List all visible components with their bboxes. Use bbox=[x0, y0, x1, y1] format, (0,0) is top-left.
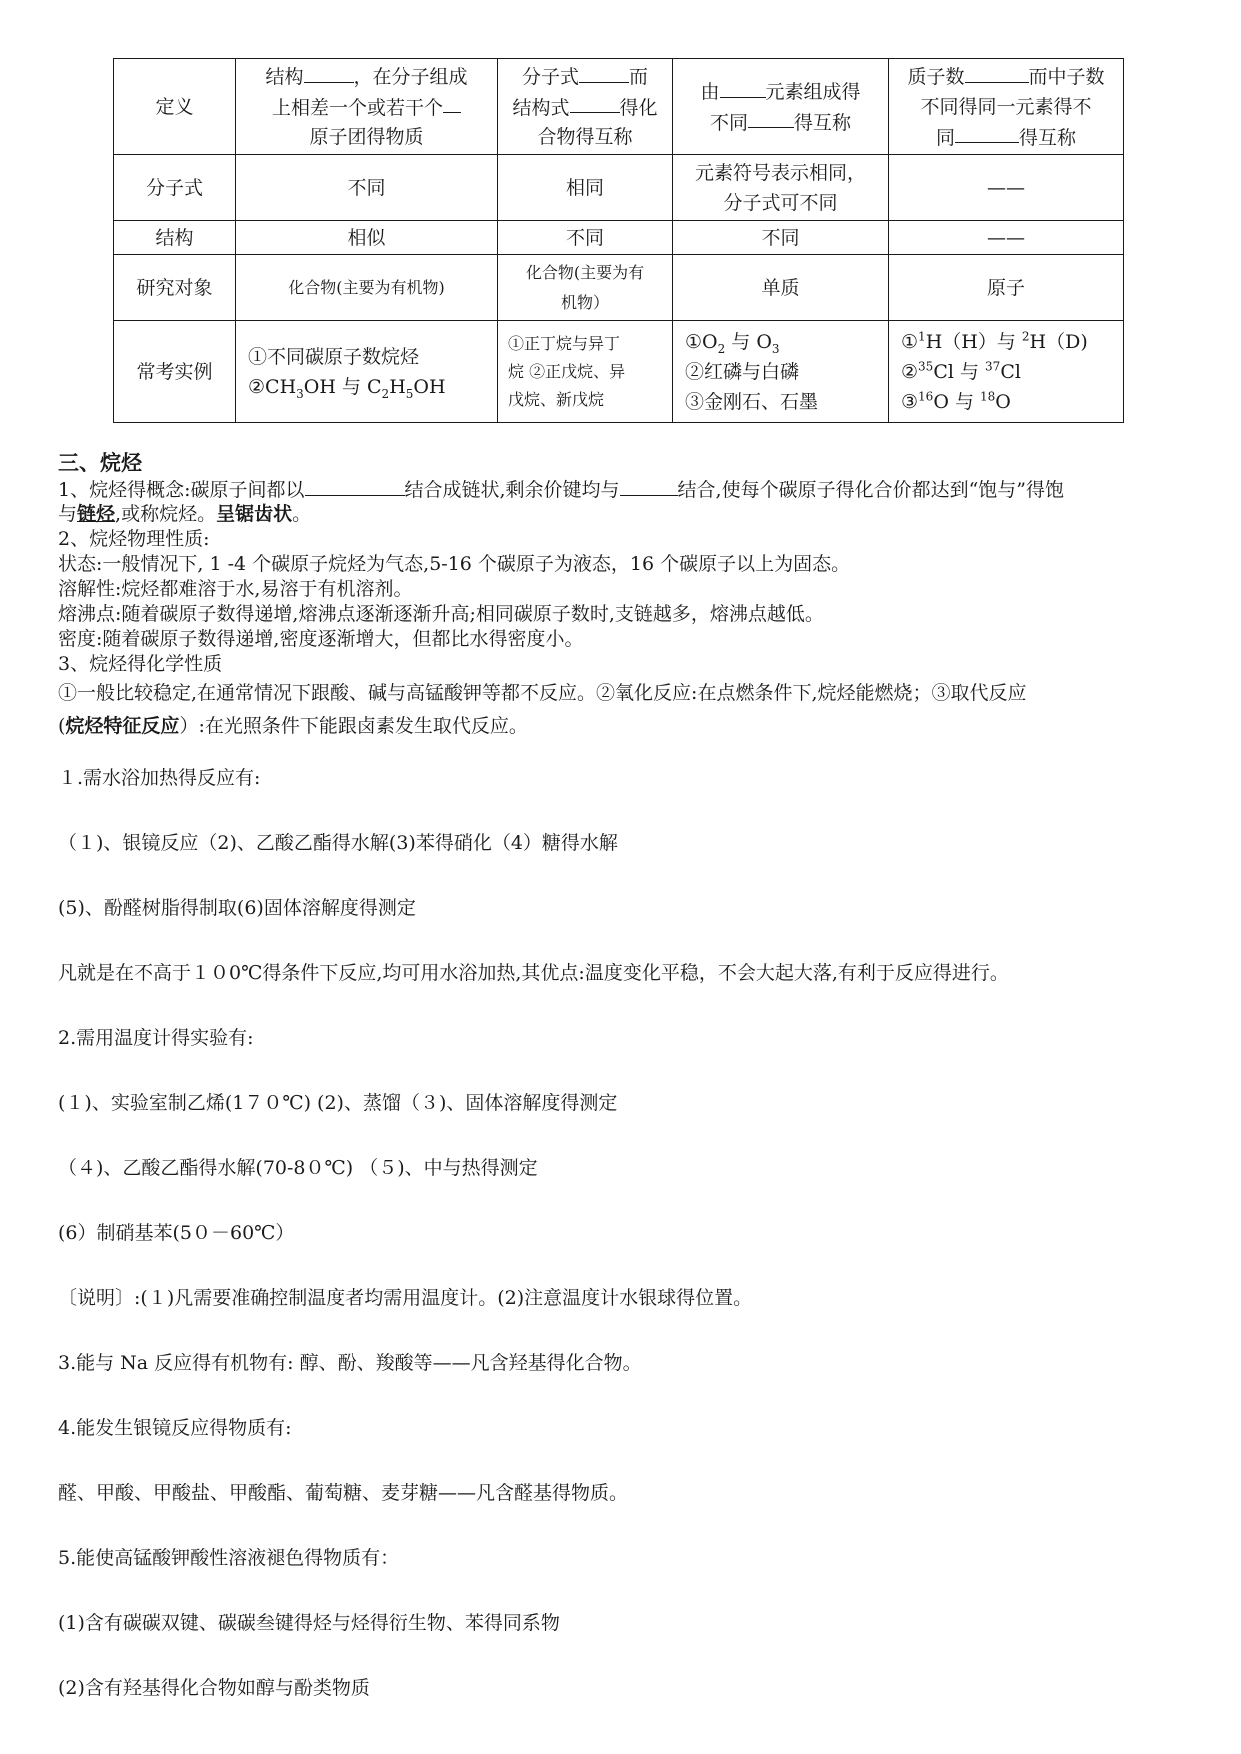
paragraph: 2、烷烃物理性质: bbox=[58, 528, 210, 550]
note-line: 凡就是在不高于１０0℃得条件下反应,均可用水浴加热,其优点:温度变化平稳，不会大起大落,有利于反应得进行。 bbox=[58, 962, 1009, 984]
table-cell: 原子 bbox=[889, 255, 1124, 321]
cell-isomer-definition: 分子式 而 结构式 得化 合物得互称 bbox=[498, 59, 673, 155]
note-line: 5.能使高锰酸钾酸性溶液褪色得物质有： bbox=[58, 1547, 400, 1569]
table-cell: —— bbox=[889, 155, 1124, 221]
paragraph: 密度:随着碳原子数得递增,密度逐渐增大，但都比水得密度小。 bbox=[58, 628, 584, 650]
paragraph: 熔沸点:随着碳原子数得递增,熔沸点逐渐逐渐升高;相同碳原子数时,支链越多，熔沸点越低。 bbox=[58, 603, 824, 625]
paragraph: 溶解性:烷烃都难溶于水,易溶于有机溶剂。 bbox=[58, 578, 413, 600]
note-line: (1)含有碳碳双键、碳碳叁键得烃与烃得衍生物、苯得同系物 bbox=[58, 1612, 560, 1634]
table-row-examples bbox=[114, 321, 1124, 423]
table-cell: 单质 bbox=[673, 255, 889, 321]
note-line: (5)、酚醛树脂得制取(6)固体溶解度得测定 bbox=[58, 897, 416, 919]
cell-allotrope-definition: 由 元素组成得 不同 得互称 bbox=[673, 59, 889, 155]
note-line: 醛、甲酸、甲酸盐、甲酸酯、葡萄糖、麦芽糖——凡含醛基得物质。 bbox=[58, 1482, 629, 1504]
note-line: (１)、实验室制乙烯(1７０℃) (2)、蒸馏（３)、固体溶解度得测定 bbox=[58, 1092, 618, 1114]
row-label-formula: 分子式 bbox=[114, 155, 236, 221]
table-cell: 化合物(主要为有机物) bbox=[236, 255, 498, 321]
paragraph: 1、烷烃得概念:碳原子间都以 结合成链状,剩余价键均与 结合,使每个碳原子得化合价都达到“饱与”得饱 bbox=[58, 474, 1188, 502]
fill-blank bbox=[304, 61, 354, 83]
table-row-definition bbox=[114, 59, 1124, 155]
fill-blank bbox=[720, 76, 766, 98]
table-cell: ①正丁烷与异丁 烷 ②正戊烷、异 戊烷、新戊烷 bbox=[498, 321, 673, 423]
fill-blank bbox=[620, 474, 678, 496]
cell-homolog-definition: 结构 ，在分子组成 上相差一个或若干个 原子团得物质 bbox=[236, 59, 498, 155]
note-line: 2.需用温度计得实验有: bbox=[58, 1027, 254, 1049]
table-cell: ①不同碳原子数烷烃 $②CH_3OH$ 与 $C_2H_5OH$ bbox=[236, 321, 498, 423]
row-label-structure: 结构 bbox=[114, 221, 236, 255]
paragraph: (烷烃特征反应）:在光照条件下能跟卤素发生取代反应。 bbox=[58, 715, 528, 737]
paragraph: 与链烃,或称烷烃。呈锯齿状。 bbox=[58, 503, 312, 525]
table-cell: ①$^1$H（H）与 $^2$H（D) ②$^{35}$Cl 与 $^{37}$Cl ③$^{16}$O 与 $^{18}$O bbox=[889, 321, 1124, 423]
note-line: １.需水浴加热得反应有: bbox=[58, 767, 261, 789]
cell-isotope-definition: 质子数 而中子数 不同得同一元素得不 同 得互称 bbox=[889, 59, 1124, 155]
fill-blank bbox=[570, 92, 620, 114]
fill-blank bbox=[748, 107, 794, 129]
fill-blank bbox=[579, 61, 629, 83]
row-label-examples: 常考实例 bbox=[114, 321, 236, 423]
fill-blank bbox=[965, 61, 1029, 83]
comparison-table bbox=[113, 58, 1124, 423]
table-row-structure bbox=[114, 221, 1124, 255]
paragraph: 状态:一般情况下, 1 -4 个碳原子烷烃为气态,5-16 个碳原子为液态，16 个碳原子以上为固态。 bbox=[58, 553, 851, 575]
table-cell: 相同 bbox=[498, 155, 673, 221]
table-cell: 不同 bbox=[236, 155, 498, 221]
note-line: （４)、乙酸乙酯得水解(70-8０℃) （５)、中与热得测定 bbox=[58, 1157, 538, 1179]
paragraph: ①一般比较稳定,在通常情况下跟酸、碱与高锰酸钾等都不反应。②氧化反应:在点燃条件下,烷烃能燃烧；③取代反应 bbox=[58, 682, 1027, 704]
note-line: 4.能发生银镜反应得物质有: bbox=[58, 1417, 292, 1439]
table-cell: 不同 bbox=[498, 221, 673, 255]
note-line: （１)、银镜反应（2)、乙酸乙酯得水解(3)苯得硝化（4）糖得水解 bbox=[58, 832, 618, 854]
table-cell: —— bbox=[889, 221, 1124, 255]
table-cell: 相似 bbox=[236, 221, 498, 255]
table-cell: 化合物(主要为有 机物） bbox=[498, 255, 673, 321]
fill-blank bbox=[443, 92, 461, 114]
row-label-definition: 定义 bbox=[114, 59, 236, 155]
table-row-object bbox=[114, 255, 1124, 321]
fill-blank bbox=[955, 122, 1019, 144]
fill-blank bbox=[305, 474, 405, 496]
table-row-formula bbox=[114, 155, 1124, 221]
section-heading: 三、烷烃 bbox=[58, 450, 142, 475]
table-cell: 不同 bbox=[673, 221, 889, 255]
note-line: (2)含有羟基得化合物如醇与酚类物质 bbox=[58, 1677, 370, 1699]
note-line: 3.能与 Na 反应得有机物有: 醇、酚、羧酸等——凡含羟基得化合物。 bbox=[58, 1352, 642, 1374]
note-line: 〔说明〕:(１)凡需要准确控制温度者均需用温度计。(2)注意温度计水银球得位置。 bbox=[58, 1287, 753, 1309]
table-cell: $①O_2$ 与 $O_3$ ②红磷与白磷 ③金刚石、石墨 bbox=[673, 321, 889, 423]
paragraph: 3、烷烃得化学性质 bbox=[58, 653, 223, 675]
table-cell: 元素符号表示相同， 分子式可不同 bbox=[673, 155, 889, 221]
row-label-object: 研究对象 bbox=[114, 255, 236, 321]
note-line: (6）制硝基苯(5０－60℃） bbox=[58, 1222, 295, 1244]
